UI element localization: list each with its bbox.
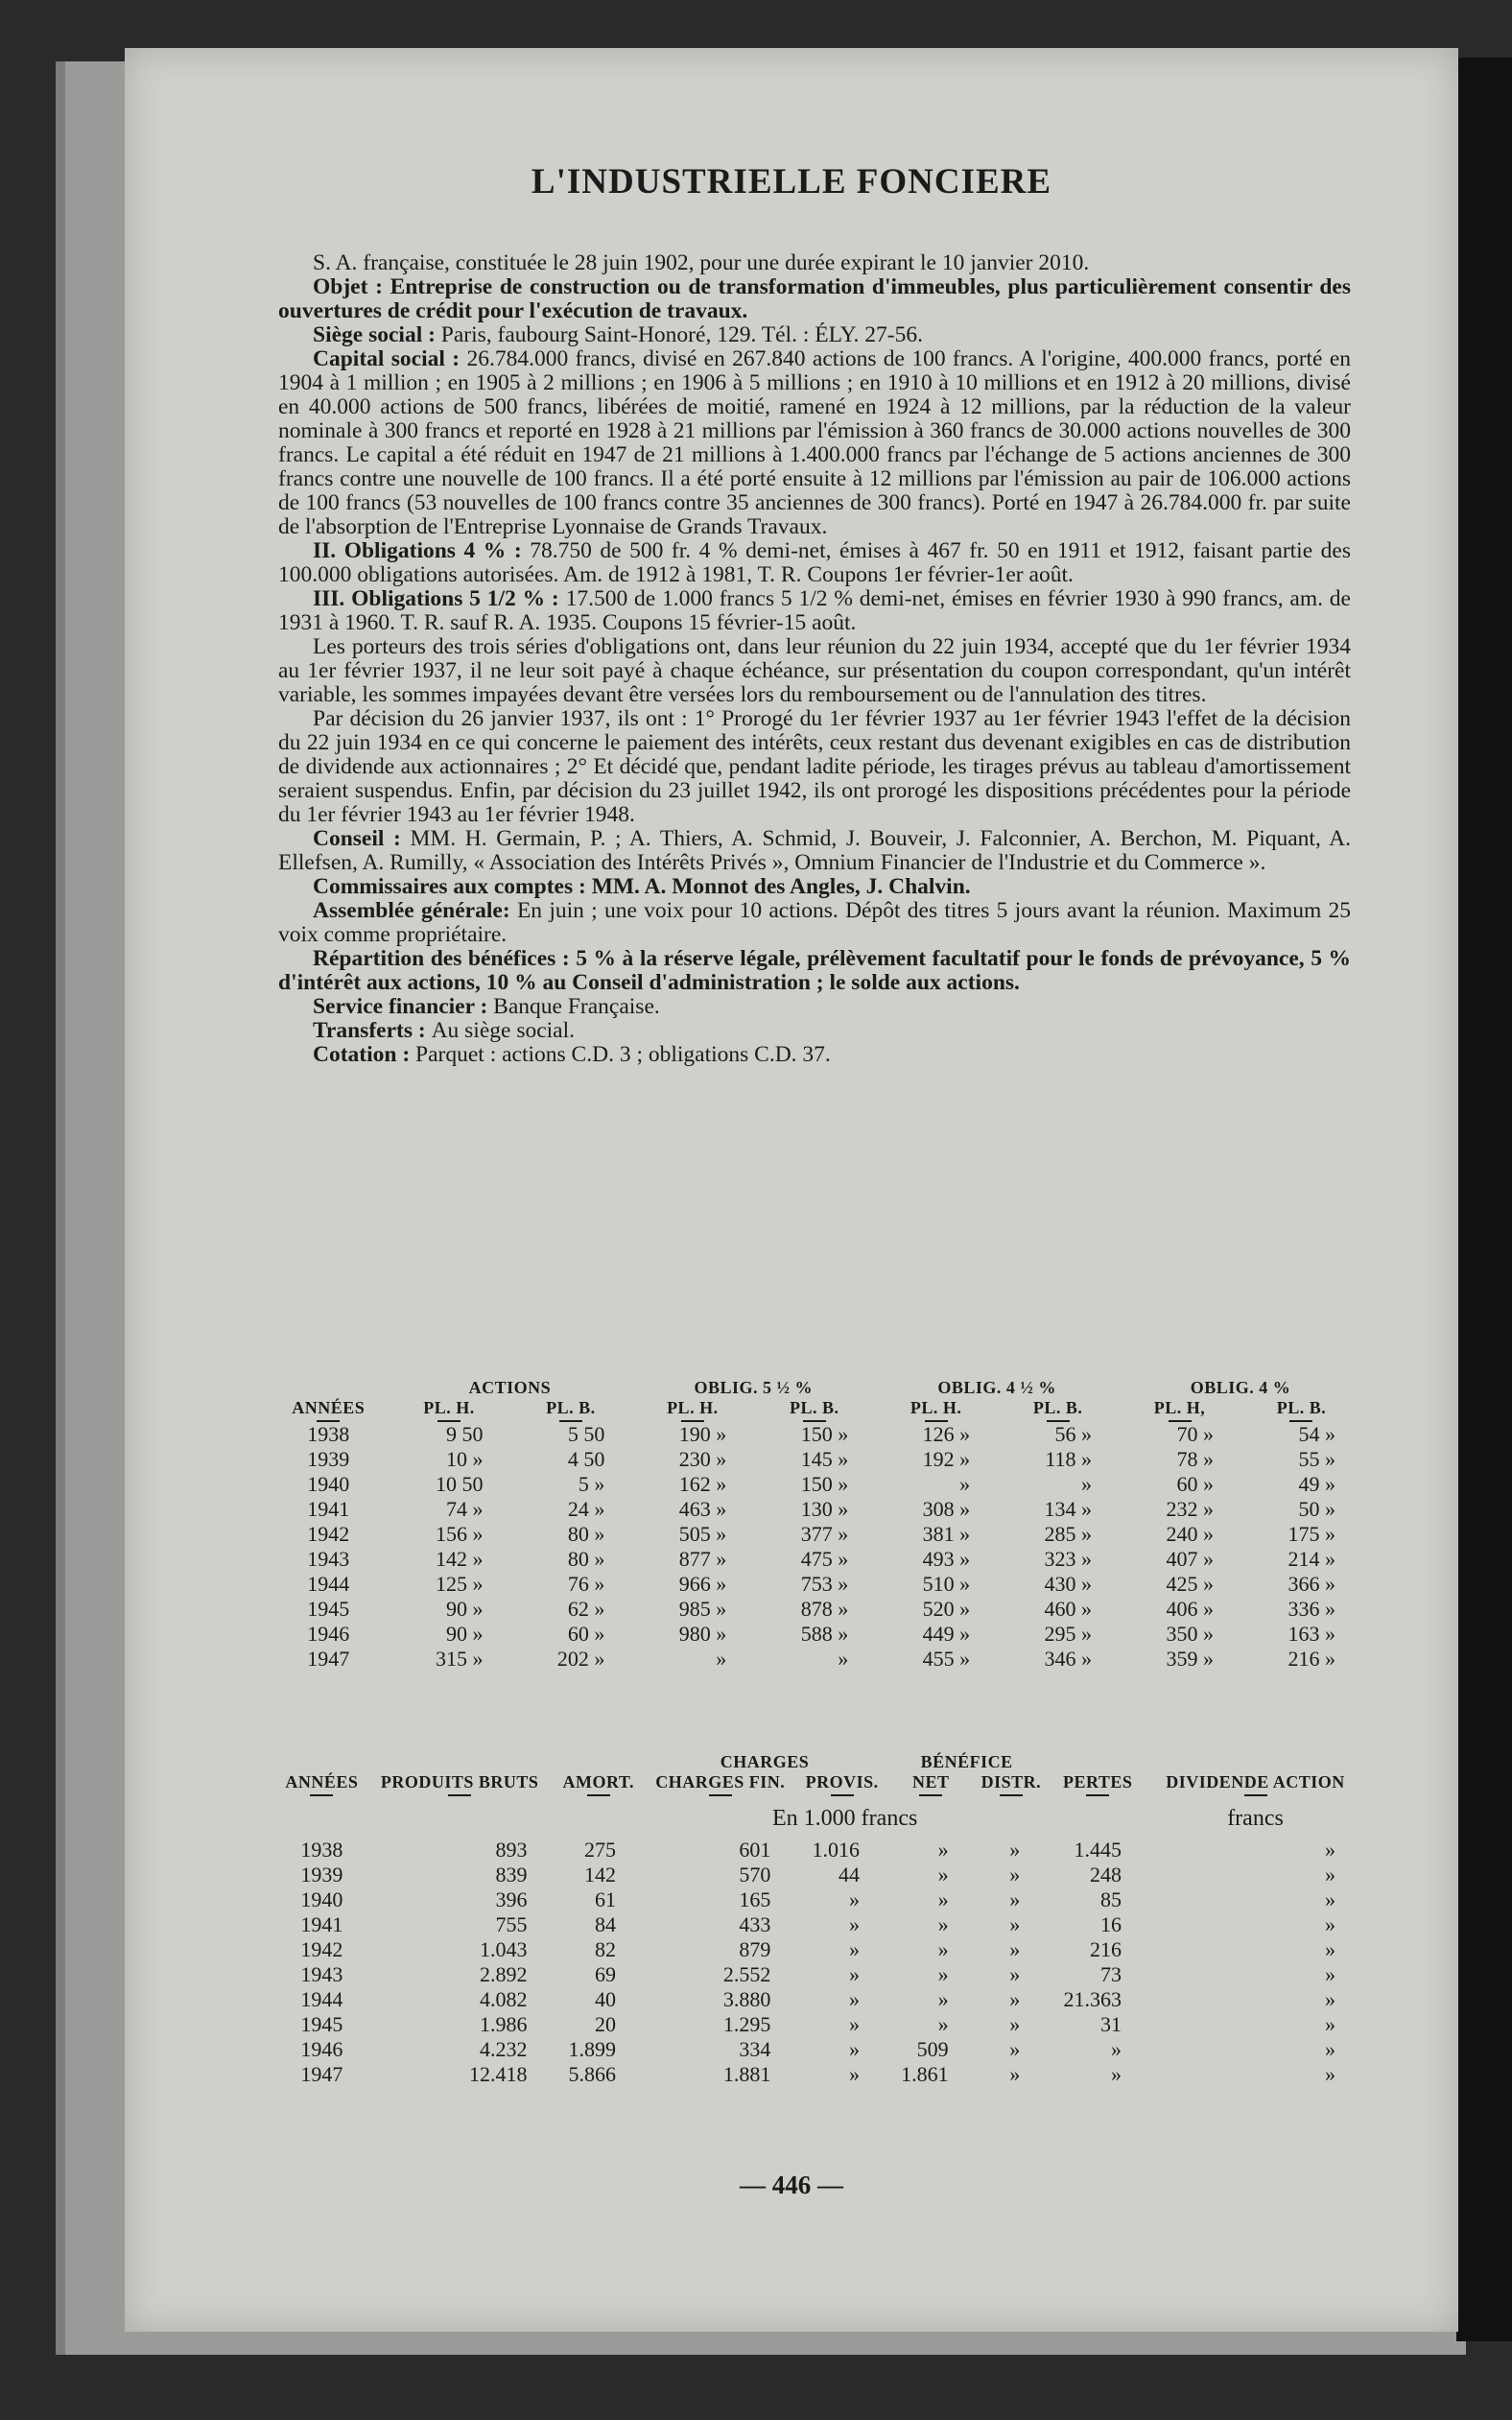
paragraph-label: Siège social : xyxy=(313,322,441,347)
table-cell: » xyxy=(1325,1962,1335,1986)
paragraph-text: S. A. française, constituée le 28 juin 1902, pour une durée expirant le 10 janvier 2010. xyxy=(313,250,1090,275)
table-row xyxy=(278,1838,1362,1862)
table-cell: 346 » xyxy=(1044,1647,1093,1671)
table-cell: 980 » xyxy=(678,1622,727,1646)
table-cell: » xyxy=(848,2062,860,2086)
table-cell: 142 xyxy=(584,1862,617,1886)
stock-price-table xyxy=(269,1378,1362,1672)
table-cell: 118 » xyxy=(1045,1447,1093,1471)
table-row xyxy=(269,1447,1362,1472)
paragraph-label: Capital social : xyxy=(313,346,467,371)
table-cell: 5.866 xyxy=(568,2062,617,2086)
table-row xyxy=(269,1422,1362,1447)
paragraph xyxy=(278,347,1351,539)
table-row xyxy=(278,1912,1362,1937)
table-cell: 455 » xyxy=(922,1647,971,1671)
year-cell: 1947 xyxy=(307,1647,350,1671)
table-cell: 150 » xyxy=(800,1422,849,1446)
table-cell: 80 » xyxy=(567,1522,605,1546)
table-cell: 570 xyxy=(739,1862,771,1886)
table-cell: » xyxy=(1325,2037,1335,2061)
column-header: ANNÉES xyxy=(269,1398,389,1422)
table-cell: 216 » xyxy=(1288,1647,1335,1671)
table-cell: » xyxy=(1325,1912,1335,1936)
table-cell: 449 » xyxy=(922,1622,971,1646)
paragraph-text: Les porteurs des trois séries d'obligations ont, dans leur réunion du 22 juin 1934, accepté que du 1er février 1934 au 1er février 1937, il ne leur soit payé à chaque échéance, sur présentation du coupon correspondant, qu'un intérêt variable, les sommes impayées devant être versées lors du remboursement ou de l'annulation des titres. xyxy=(278,634,1351,707)
table-cell: 878 » xyxy=(800,1597,849,1621)
table-row xyxy=(278,1987,1362,2012)
table-cell: » xyxy=(1009,2037,1021,2061)
table-group-header-row xyxy=(269,1378,1362,1398)
table-cell: 475 » xyxy=(800,1547,849,1571)
table-cell: 125 » xyxy=(435,1572,484,1596)
column-header: PROVIS. xyxy=(797,1772,886,1796)
table-cell: 142 » xyxy=(435,1547,484,1571)
table-cell: 493 » xyxy=(922,1547,971,1571)
table-cell: 84 xyxy=(595,1912,617,1936)
table-cell: 69 xyxy=(595,1962,617,1986)
table-cell: 56 » xyxy=(1054,1422,1093,1446)
paragraph-label: Objet : xyxy=(313,274,390,299)
table-cell: 44 xyxy=(838,1862,860,1886)
table-cell: 202 » xyxy=(556,1647,605,1671)
year-cell: 1945 xyxy=(300,2012,343,2036)
table-cell: 877 » xyxy=(678,1547,727,1571)
table-cell: 1.986 xyxy=(479,2012,528,2036)
table-cell: 232 » xyxy=(1166,1497,1214,1521)
column-header: ANNÉES xyxy=(278,1772,366,1796)
units-label: francs xyxy=(1227,1806,1284,1831)
table-cell: 156 » xyxy=(435,1522,484,1546)
table-cell: 10 » xyxy=(445,1447,484,1471)
paragraph-label: II. Obligations 4 % : xyxy=(313,538,531,563)
year-cell: 1943 xyxy=(300,1962,343,1986)
table-cell: 145 » xyxy=(800,1447,849,1471)
column-header: PL. H, xyxy=(1119,1398,1240,1422)
table-cell: 2.552 xyxy=(722,1962,771,1986)
column-header: PL. H. xyxy=(875,1398,997,1422)
table-cell: » xyxy=(1325,1838,1335,1862)
paragraph-label: Commissaires aux comptes : xyxy=(313,874,592,899)
table-cell: » xyxy=(848,1937,860,1961)
table-cell: 78 » xyxy=(1176,1447,1214,1471)
table-cell: 126 » xyxy=(922,1422,971,1446)
year-cell: 1945 xyxy=(307,1597,350,1621)
table-cell: » xyxy=(716,1647,727,1671)
table-cell: » xyxy=(937,1987,949,2011)
table-cell: » xyxy=(937,1912,949,1936)
table-row xyxy=(269,1597,1362,1622)
table-cell: 4 50 xyxy=(567,1447,605,1471)
table-cell: 377 » xyxy=(800,1522,849,1546)
document-page xyxy=(125,48,1458,2332)
year-cell: 1942 xyxy=(300,1937,343,1961)
table-cell: 1.016 xyxy=(812,1838,860,1862)
table-cell: 359 » xyxy=(1166,1647,1214,1671)
table-cell: 3.880 xyxy=(722,1987,771,2011)
table-cell: 879 xyxy=(739,1937,771,1961)
table-cell: 49 » xyxy=(1298,1472,1335,1496)
table-cell: » xyxy=(1111,2062,1122,2086)
table-cell: 350 » xyxy=(1166,1622,1214,1646)
group-header: CHARGES xyxy=(720,1752,810,1771)
table-cell: » xyxy=(1009,1987,1021,2011)
paragraph xyxy=(278,707,1351,827)
table-cell: 21.363 xyxy=(1063,1987,1122,2011)
group-header: ACTIONS xyxy=(468,1378,552,1397)
table-cell: » xyxy=(1009,2062,1021,2086)
paragraph xyxy=(278,875,1351,899)
table-cell: 60 » xyxy=(1176,1472,1214,1496)
table-cell: 460 » xyxy=(1044,1597,1093,1621)
table-cell: 433 xyxy=(739,1912,771,1936)
table-row xyxy=(278,2012,1362,2037)
paragraph xyxy=(278,827,1351,875)
paragraph-text: Au siège social. xyxy=(431,1018,576,1043)
table-cell: » xyxy=(937,2012,949,2036)
table-cell: 50 » xyxy=(1298,1497,1335,1521)
table-cell: » xyxy=(937,1862,949,1886)
table-cell: 381 » xyxy=(922,1522,971,1546)
table-cell: 175 » xyxy=(1288,1522,1335,1546)
table-row xyxy=(278,1962,1362,1987)
table-cell: 76 » xyxy=(567,1572,605,1596)
table-row xyxy=(269,1547,1362,1572)
column-header: PL. B. xyxy=(997,1398,1119,1422)
table-row xyxy=(278,1862,1362,1887)
table-cell: 505 » xyxy=(678,1522,727,1546)
table-cell: 24 » xyxy=(567,1497,605,1521)
column-header: DISTR. xyxy=(976,1772,1048,1796)
table-cell: 366 » xyxy=(1288,1572,1335,1596)
company-description xyxy=(278,251,1351,1067)
table-column-header-row xyxy=(269,1398,1362,1422)
table-cell: » xyxy=(1325,1887,1335,1911)
table-cell: » xyxy=(848,2037,860,2061)
paragraph-text: Paris, faubourg Saint-Honoré, 129. Tél. : ÉLY. 27-56. xyxy=(440,322,923,347)
paragraph-text: 5 % à la réserve légale, prélèvement facultatif pour le fonds de prévoyance, 5 % d'intérêt aux actions, 10 % au Conseil d'administration ; le solde aux actions. xyxy=(278,946,1352,995)
table-cell: 601 xyxy=(739,1838,771,1862)
table-cell: » xyxy=(848,1887,860,1911)
table-cell: 70 » xyxy=(1176,1422,1214,1446)
table-cell: 985 » xyxy=(678,1597,727,1621)
table-cell: 588 » xyxy=(800,1622,849,1646)
table-cell: » xyxy=(959,1472,971,1496)
table-cell: » xyxy=(838,1647,849,1671)
paragraph xyxy=(278,275,1351,323)
table-cell: 31 xyxy=(1100,2012,1122,2036)
table-cell: 4.232 xyxy=(479,2037,528,2061)
table-cell: » xyxy=(1009,1962,1021,1986)
table-cell: » xyxy=(1325,1937,1335,1961)
page-title: L'INDUSTRIELLE FONCIERE xyxy=(531,162,1052,202)
paragraph-text: Entreprise de construction ou de transformation d'immeubles, plus particulièrement consentir des ouvertures de crédit pour l'exécution de travaux. xyxy=(278,274,1351,323)
paragraph-text: 78.750 de 500 fr. 4 % demi-net, émises à 467 fr. 50 en 1911 et 1912, faisant partie des 100.000 obligations autorisées. Am. de 1912 à 1981, T. R. Coupons 1er février-1er août. xyxy=(278,538,1352,587)
page-number: — 446 — xyxy=(740,2171,843,2199)
table-row xyxy=(269,1647,1362,1672)
paragraph xyxy=(278,899,1351,947)
table-cell: » xyxy=(1009,1887,1021,1911)
table-cell: 130 » xyxy=(800,1497,849,1521)
column-header: PERTES xyxy=(1047,1772,1148,1796)
table-cell: 425 » xyxy=(1166,1572,1214,1596)
table-cell: 61 xyxy=(595,1887,617,1911)
table-cell: » xyxy=(1325,2012,1335,2036)
year-cell: 1946 xyxy=(300,2037,343,2061)
paragraph-label: Transferts : xyxy=(313,1018,432,1043)
table-cell: » xyxy=(1325,2062,1335,2086)
table-cell: 20 xyxy=(595,2012,617,2036)
table-cell: 40 xyxy=(595,1987,617,2011)
paragraph xyxy=(278,995,1351,1019)
table-cell: » xyxy=(1325,1862,1335,1886)
table-cell: 240 » xyxy=(1166,1522,1214,1546)
table-cell: » xyxy=(848,1962,860,1986)
table-cell: 839 xyxy=(495,1862,528,1886)
paragraph-label: III. Obligations 5 1/2 % : xyxy=(313,586,566,611)
paragraph-label: Cotation : xyxy=(313,1042,416,1067)
table-cell: 90 » xyxy=(445,1597,484,1621)
paragraph-text: 26.784.000 francs, divisé en 267.840 actions de 100 francs. A l'origine, 400.000 francs, porté en 1904 à 1 million ; en 1905 à 2 millions ; en 1906 à 5 millions ; en 1910 à 10 millions et en 1912 à 20 millions, divisé en 40.000 actions de 500 francs, libérées de moitié, ramené en 1924 à 12 millions, par la réduction de la valeur nominale à 300 francs et reporté en 1928 à 21 millions par l'émission à 360 francs de 30.000 actions nouvelles de 300 francs. Le capital a été réduit en 1947 de 21 millions à 1.400.000 francs par l'échange de 5 actions anciennes de 300 francs contre une nouvelle de 100 francs. Il a été porté ensuite à 12 millions par l'émission au pair de 106.000 actions de 100 francs (53 nouvelles de 100 francs contre 35 anciennes de 300 francs). Porté en 1947 à 26.784.000 fr. par suite de l'absorption de l'Entreprise Lyonnaise de Grands Travaux. xyxy=(278,346,1352,539)
book-spine-shadow xyxy=(1456,58,1512,2341)
paragraph xyxy=(278,1019,1351,1043)
table-cell: » xyxy=(1009,2012,1021,2036)
table-cell: 334 xyxy=(739,2037,771,2061)
year-cell: 1940 xyxy=(300,1887,343,1911)
table-cell: 520 » xyxy=(922,1597,971,1621)
table-group-header-row xyxy=(278,1752,1362,1772)
table-cell: 55 » xyxy=(1298,1447,1335,1471)
table-cell: » xyxy=(1325,1987,1335,2011)
table-row xyxy=(278,2062,1362,2087)
table-cell: 2.892 xyxy=(479,1962,528,1986)
table-cell: 5 50 xyxy=(567,1422,605,1446)
paragraph xyxy=(278,1043,1351,1067)
units-row xyxy=(278,1796,1362,1838)
paragraph-text: MM. H. Germain, P. ; A. Thiers, A. Schmid, J. Bouveir, J. Falconnier, A. Berchon, M. Piquant, A. Ellefsen, A. Rumilly, « Association des Intérêts Privés », Omnium Financier de l'Industrie et du Commerce ». xyxy=(278,826,1351,875)
table-cell: 509 xyxy=(916,2037,949,2061)
year-cell: 1942 xyxy=(307,1522,350,1546)
column-header: DIVIDENDE ACTION xyxy=(1148,1772,1362,1796)
table-cell: 753 » xyxy=(800,1572,849,1596)
column-header: PL. B. xyxy=(753,1398,875,1422)
table-cell: 192 » xyxy=(922,1447,971,1471)
table-row xyxy=(278,1887,1362,1912)
table-cell: » xyxy=(848,1987,860,2011)
table-cell: 163 » xyxy=(1288,1622,1335,1646)
table-row xyxy=(278,1937,1362,1962)
table-cell: 85 xyxy=(1100,1887,1122,1911)
paragraph-label: Conseil : xyxy=(313,826,411,851)
financial-results-table xyxy=(278,1752,1362,2087)
table-cell: 80 » xyxy=(567,1547,605,1571)
table-column-header-row xyxy=(278,1772,1362,1796)
paragraph xyxy=(278,323,1351,347)
table-row xyxy=(269,1497,1362,1522)
table-cell: 248 xyxy=(1090,1862,1122,1886)
table-cell: » xyxy=(1009,1937,1021,1961)
column-header: CHARGES FIN. xyxy=(643,1772,797,1796)
year-cell: 1944 xyxy=(300,1987,343,2011)
table-cell: 295 » xyxy=(1044,1622,1093,1646)
table-cell: 54 » xyxy=(1298,1422,1335,1446)
group-header: OBLIG. 5 ½ % xyxy=(694,1378,814,1397)
table-cell: 214 » xyxy=(1288,1547,1335,1571)
year-cell: 1940 xyxy=(307,1472,350,1496)
table-cell: 1.295 xyxy=(722,2012,771,2036)
table-cell: 336 » xyxy=(1288,1597,1335,1621)
table-cell: 275 xyxy=(584,1838,617,1862)
table-cell: 162 » xyxy=(678,1472,727,1496)
table-cell: » xyxy=(1009,1838,1021,1862)
year-cell: 1941 xyxy=(307,1497,350,1521)
table-cell: 966 » xyxy=(678,1572,727,1596)
table-cell: 190 » xyxy=(678,1422,727,1446)
table-cell: 893 xyxy=(495,1838,528,1862)
units-label: En 1.000 francs xyxy=(772,1806,918,1831)
column-header: PL. H. xyxy=(631,1398,753,1422)
table-cell: » xyxy=(937,1887,949,1911)
year-cell: 1938 xyxy=(300,1838,343,1862)
table-cell: 230 » xyxy=(678,1447,727,1471)
column-header: PL. B. xyxy=(1240,1398,1362,1422)
year-cell: 1939 xyxy=(307,1447,350,1471)
column-header: PRODUITS BRUTS xyxy=(366,1772,555,1796)
paragraph xyxy=(278,947,1351,995)
table-row xyxy=(269,1522,1362,1547)
table-cell: 62 » xyxy=(567,1597,605,1621)
table-cell: 315 » xyxy=(435,1647,484,1671)
table-cell: 134 » xyxy=(1044,1497,1093,1521)
paragraph xyxy=(278,635,1351,707)
table-cell: » xyxy=(937,1962,949,1986)
group-header: OBLIG. 4 % xyxy=(1190,1378,1291,1397)
column-header: PL. B. xyxy=(509,1398,631,1422)
column-header: PL. H. xyxy=(389,1398,510,1422)
paragraph-label: Assemblée générale: xyxy=(313,898,517,923)
table-cell: 285 » xyxy=(1044,1522,1093,1546)
table-cell: 90 » xyxy=(445,1622,484,1646)
paragraph-text: 17.500 de 1.000 francs 5 1/2 % demi-net, émises en février 1930 à 990 francs, am. de 1931 à 1960. T. R. sauf R. A. 1935. Coupons 15 février-15 août. xyxy=(278,586,1351,635)
table-cell: 463 » xyxy=(678,1497,727,1521)
table-cell: » xyxy=(1081,1472,1093,1496)
paragraph-text: Banque Française. xyxy=(493,994,660,1019)
column-header: AMORT. xyxy=(554,1772,643,1796)
table-cell: » xyxy=(1111,2037,1122,2061)
table-cell: » xyxy=(1009,1862,1021,1886)
table-row xyxy=(278,2037,1362,2062)
table-cell: 406 » xyxy=(1166,1597,1214,1621)
paragraph xyxy=(278,539,1351,587)
table-cell: 510 » xyxy=(922,1572,971,1596)
table-cell: 216 xyxy=(1090,1937,1122,1961)
table-cell: 10 50 xyxy=(435,1472,484,1496)
year-cell: 1946 xyxy=(307,1622,350,1646)
table-cell: 396 xyxy=(495,1887,528,1911)
table-cell: 1.861 xyxy=(901,2062,949,2086)
table-cell: » xyxy=(848,2012,860,2036)
table-row xyxy=(269,1472,1362,1497)
group-header: OBLIG. 4 ½ % xyxy=(937,1378,1056,1397)
table-row xyxy=(269,1622,1362,1647)
table-cell: 150 » xyxy=(800,1472,849,1496)
year-cell: 1938 xyxy=(307,1422,350,1446)
year-cell: 1944 xyxy=(307,1572,350,1596)
table-cell: 1.043 xyxy=(479,1937,528,1961)
paragraph xyxy=(278,251,1351,275)
table-cell: 430 » xyxy=(1044,1572,1093,1596)
table-cell: 165 xyxy=(739,1887,771,1911)
table-row xyxy=(269,1572,1362,1597)
table-cell: 16 xyxy=(1100,1912,1122,1936)
table-cell: 323 » xyxy=(1044,1547,1093,1571)
paragraph-text: Parquet : actions C.D. 3 ; obligations C.D. 37. xyxy=(415,1042,831,1067)
table-cell: 12.418 xyxy=(468,2062,528,2086)
paragraph-text: En juin ; une voix pour 10 actions. Dépôt des titres 5 jours avant la réunion. Maximum 25 voix comme propriétaire. xyxy=(278,898,1351,947)
year-cell: 1941 xyxy=(300,1912,343,1936)
paragraph-label: Service financier : xyxy=(313,994,494,1019)
table-cell: 74 » xyxy=(445,1497,484,1521)
table-cell: 4.082 xyxy=(479,1987,528,2011)
table-cell: » xyxy=(937,1838,949,1862)
paragraph-label: Répartition des bénéfices : xyxy=(313,946,577,971)
table-cell: » xyxy=(1009,1912,1021,1936)
year-cell: 1939 xyxy=(300,1862,343,1886)
table-cell: 1.899 xyxy=(568,2037,617,2061)
table-cell: » xyxy=(937,1937,949,1961)
table-cell: 9 50 xyxy=(445,1422,484,1446)
table-cell: 1.881 xyxy=(722,2062,771,2086)
table-cell: 82 xyxy=(595,1937,617,1961)
year-cell: 1943 xyxy=(307,1547,350,1571)
table-cell: 5 » xyxy=(578,1472,605,1496)
table-cell: 755 xyxy=(495,1912,528,1936)
table-cell: 60 » xyxy=(567,1622,605,1646)
table-cell: » xyxy=(848,1912,860,1936)
table-cell: 73 xyxy=(1100,1962,1122,1986)
column-header: NET xyxy=(886,1772,976,1796)
year-cell: 1947 xyxy=(300,2062,343,2086)
paragraph-text: Par décision du 26 janvier 1937, ils ont : 1° Prorogé du 1er février 1937 au 1er février 1943 l'effet de la décision du 22 juin 1934 en ce qui concerne le paiement des intérêts, ceux restant dus devenant exigibles en cas de distribution de dividende aux actionnaires ; 2° Et décidé que, pendant ladite période, les tirages prévus au tableau d'amortissement seraient suspendus. Enfin, par décision du 23 juillet 1942, ils ont prorogé les dispositions précédentes pour la période du 1er février 1943 au 1er février 1948. xyxy=(278,706,1351,827)
paragraph xyxy=(278,587,1351,635)
table-cell: 1.445 xyxy=(1074,1838,1122,1862)
paragraph-text: MM. A. Monnot des Angles, J. Chalvin. xyxy=(591,874,971,899)
group-header: BÉNÉFICE xyxy=(920,1752,1013,1771)
table-cell: 308 » xyxy=(922,1497,971,1521)
table-cell: 407 » xyxy=(1166,1547,1214,1571)
